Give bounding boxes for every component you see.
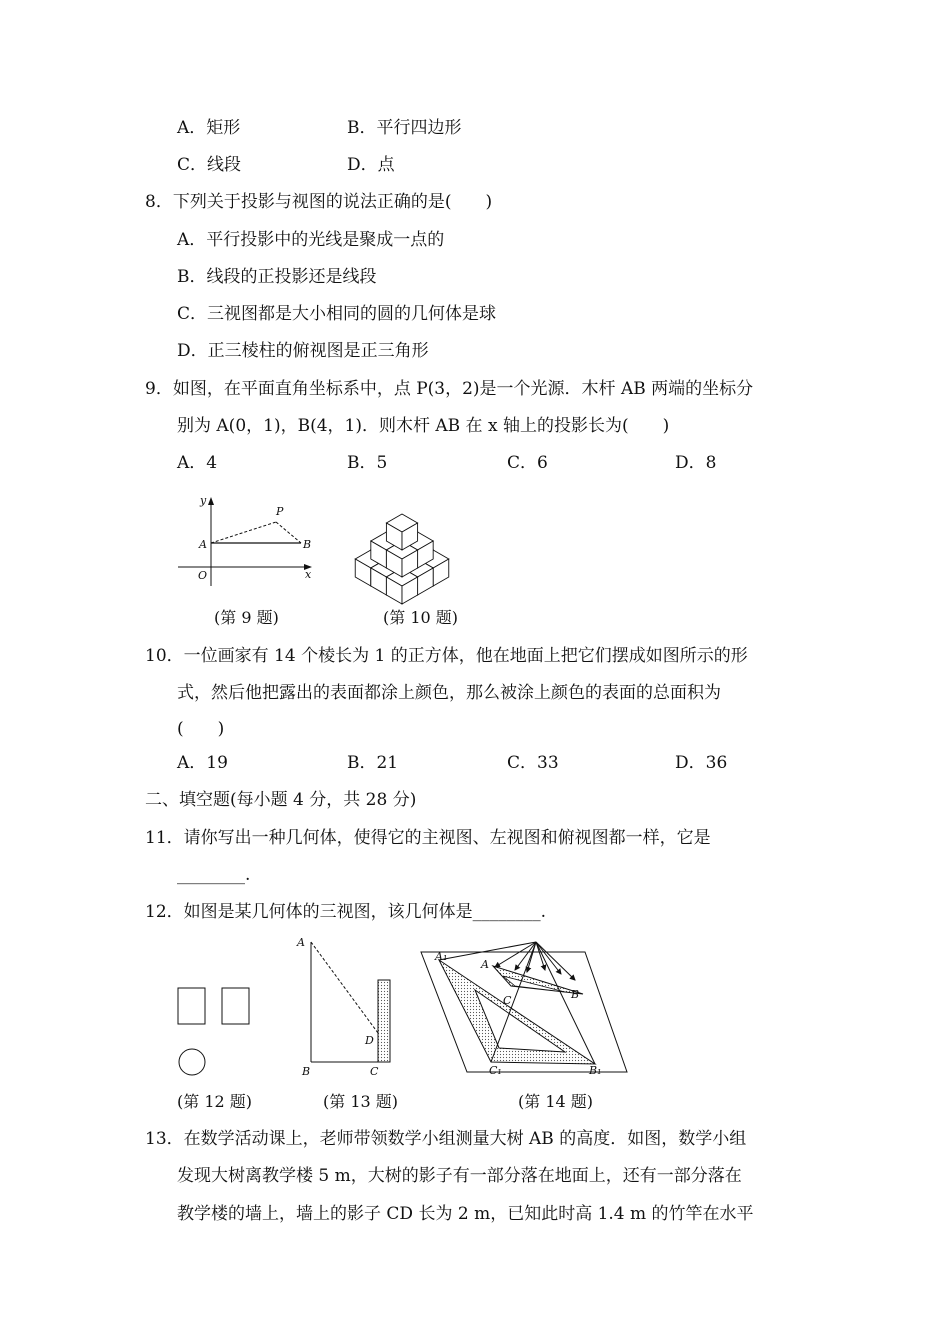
q9-option-d: D．8 — [675, 453, 717, 473]
q12-line-1: 12．如图是某几何体的三视图，该几何体是________. — [145, 902, 547, 922]
q7-option-d: D．点 — [347, 155, 395, 175]
q7-option-b: B．平行四边形 — [347, 118, 462, 138]
fig9-label-o: O — [198, 569, 208, 582]
fig14-caption: (第 14 题) — [518, 1092, 594, 1111]
q7-option-c: C．线段 — [177, 155, 242, 175]
q11-line-2: ________. — [177, 865, 251, 885]
figure-10-cube-stack — [340, 480, 470, 590]
figure-12-three-views — [170, 980, 260, 1080]
fig13-label-b: B — [302, 1065, 311, 1078]
q13-line-3: 教学楼的墙上，墙上的影子 CD 长为 2 m，已知此时高 1.4 m 的竹竿在水平 — [177, 1204, 754, 1224]
q9-option-b: B．5 — [347, 453, 388, 473]
q10-option-c: C．33 — [507, 753, 559, 773]
q8-option-d: D．正三棱柱的俯视图是正三角形 — [177, 341, 429, 361]
fig14-label-c1: C₁ — [489, 1064, 502, 1077]
fig14-label-a: A — [481, 958, 489, 971]
q8-stem: 8．下列关于投影与视图的说法正确的是( ) — [145, 192, 493, 212]
fig9-label-x: x — [305, 568, 312, 581]
q9-line-1: 9．如图，在平面直角坐标系中，点 P(3，2)是一个光源．木杆 AB 两端的坐标分 — [145, 379, 754, 399]
fig9-label-p: P — [276, 505, 284, 518]
fig14-label-b1: B₁ — [589, 1064, 602, 1077]
fig13-label-a: A — [297, 936, 305, 949]
fig10-caption: (第 10 题) — [383, 608, 459, 627]
fig14-label-b: B — [571, 988, 580, 1001]
q10-line-1: 10．一位画家有 14 个棱长为 1 的正方体，他在地面上把它们摆成如图所示的形 — [145, 646, 748, 666]
fig13-caption: (第 13 题) — [323, 1092, 399, 1111]
q10-line-3: ( ) — [177, 719, 225, 739]
fig9-label-y: y — [200, 494, 207, 507]
q10-line-2: 式，然后他把露出的表面都涂上颜色，那么被涂上颜色的表面的总面积为 — [177, 683, 721, 703]
fig14-label-c: C — [503, 994, 512, 1007]
q8-option-b: B．线段的正投影还是线段 — [177, 267, 377, 287]
q10-option-d: D．36 — [675, 753, 728, 773]
figure-9-coordinate-diagram — [170, 490, 320, 590]
fig13-label-d: D — [365, 1034, 374, 1047]
q9-option-a: A．4 — [177, 453, 218, 473]
q13-line-2: 发现大树离教学楼 5 m，大树的影子有一部分落在地面上，还有一部分落在 — [177, 1166, 742, 1186]
figure-13-tree-shadow — [290, 930, 410, 1080]
fig12-caption: (第 12 题) — [177, 1092, 253, 1111]
q10-option-b: B．21 — [347, 753, 399, 773]
fig14-label-a1: A₁ — [435, 950, 448, 963]
q11-line-1: 11．请你写出一种几何体，使得它的主视图、左视图和俯视图都一样，它是 — [145, 828, 711, 848]
section-2-heading: 二、填空题(每小题 4 分，共 28 分) — [145, 790, 417, 810]
fig13-label-c: C — [370, 1065, 379, 1078]
q10-option-a: A．19 — [177, 753, 228, 773]
fig9-label-a: A — [199, 538, 207, 551]
q8-option-a: A．平行投影中的光线是聚成一点的 — [177, 230, 445, 250]
fig9-caption: (第 9 题) — [214, 608, 279, 627]
q13-line-1: 13．在数学活动课上，老师带领数学小组测量大树 AB 的高度．如图，数学小组 — [145, 1129, 747, 1149]
fig9-label-b: B — [303, 538, 312, 551]
figure-14-central-projection — [415, 930, 635, 1080]
q7-option-a: A．矩形 — [177, 118, 241, 138]
q9-option-c: C．6 — [507, 453, 548, 473]
q9-line-2: 别为 A(0，1)，B(4，1)．则木杆 AB 在 x 轴上的投影长为( ) — [177, 416, 670, 436]
q8-option-c: C．三视图都是大小相同的圆的几何体是球 — [177, 304, 497, 324]
